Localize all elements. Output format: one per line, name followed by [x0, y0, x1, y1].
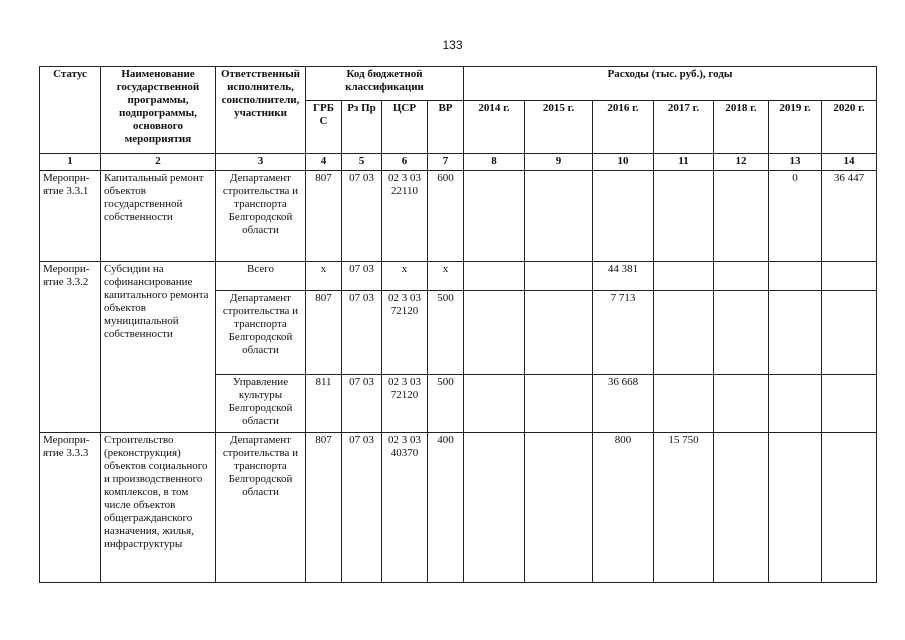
value-cell [464, 262, 525, 291]
header-year: 2016 г. [593, 101, 654, 154]
value-cell: 0 [769, 171, 822, 262]
status-cell: Меропри-ятие 3.3.1 [40, 171, 101, 262]
header-year: 2019 г. [769, 101, 822, 154]
value-cell [525, 171, 593, 262]
value-cell [769, 375, 822, 433]
value-cell [464, 433, 525, 583]
value-cell [822, 375, 877, 433]
header-year: 2017 г. [654, 101, 714, 154]
column-number: 11 [654, 154, 714, 171]
value-cell [714, 262, 769, 291]
table-row [40, 262, 877, 291]
header-name: Наименование государственной программы, подпрограммы, основного мероприятия [101, 67, 216, 154]
name-cell: Субсидии на софинансирование капитального ремонта объектов муниципальной собственности [101, 262, 216, 433]
csr-cell: 02 3 03 40370 [382, 433, 428, 583]
value-cell: 44 381 [593, 262, 654, 291]
grbs-cell: 807 [306, 433, 342, 583]
rzpr-cell: 07 03 [342, 375, 382, 433]
value-cell [525, 375, 593, 433]
executor-cell: Всего [216, 262, 306, 291]
value-cell [654, 171, 714, 262]
value-cell [714, 291, 769, 375]
value-cell [714, 171, 769, 262]
column-number: 7 [428, 154, 464, 171]
value-cell [464, 171, 525, 262]
grbs-cell: х [306, 262, 342, 291]
executor-cell: Департамент строительства и транспорта Белгородской области [216, 433, 306, 583]
grbs-cell: 807 [306, 291, 342, 375]
value-cell [769, 433, 822, 583]
vr-cell: 600 [428, 171, 464, 262]
header-year: 2014 г. [464, 101, 525, 154]
executor-cell: Управление культуры Белгородской области [216, 375, 306, 433]
value-cell [525, 433, 593, 583]
csr-cell: 02 3 03 22110 [382, 171, 428, 262]
value-cell [525, 291, 593, 375]
column-number: 9 [525, 154, 593, 171]
name-cell: Капитальный ремонт объектов государственной собственности [101, 171, 216, 262]
rzpr-cell: 07 03 [342, 262, 382, 291]
value-cell [525, 262, 593, 291]
column-number: 3 [216, 154, 306, 171]
header-vr: ВР [428, 101, 464, 154]
header-executor: Ответственный исполнитель, соисполнители, участники [216, 67, 306, 154]
header-grbs: ГРБ С [306, 101, 342, 154]
header-year: 2015 г. [525, 101, 593, 154]
value-cell [714, 375, 769, 433]
csr-cell: х [382, 262, 428, 291]
header-status: Статус [40, 67, 101, 154]
value-cell [769, 262, 822, 291]
header-csr: ЦСР [382, 101, 428, 154]
column-number: 10 [593, 154, 654, 171]
vr-cell: 500 [428, 291, 464, 375]
column-number: 12 [714, 154, 769, 171]
value-cell [822, 262, 877, 291]
value-cell [654, 262, 714, 291]
value-cell: 15 750 [654, 433, 714, 583]
budget-table [39, 66, 877, 583]
vr-cell: х [428, 262, 464, 291]
column-number: 6 [382, 154, 428, 171]
value-cell [654, 291, 714, 375]
status-cell: Меропри-ятие 3.3.3 [40, 433, 101, 583]
value-cell [464, 375, 525, 433]
value-cell: 7 713 [593, 291, 654, 375]
csr-cell: 02 3 03 72120 [382, 291, 428, 375]
header-rzpr: Рз Пр [342, 101, 382, 154]
name-cell: Строительство (реконструкция) объектов социального и производственного комплексов, в том числе объектов общегражданского назначения, жилья, инфраструктуры [101, 433, 216, 583]
vr-cell: 400 [428, 433, 464, 583]
grbs-cell: 807 [306, 171, 342, 262]
column-number: 5 [342, 154, 382, 171]
executor-cell: Департамент строительства и транспорта Белгородской области [216, 291, 306, 375]
rzpr-cell: 07 03 [342, 433, 382, 583]
value-cell: 800 [593, 433, 654, 583]
column-number: 8 [464, 154, 525, 171]
value-cell [769, 291, 822, 375]
column-number: 1 [40, 154, 101, 171]
header-expenses: Расходы (тыс. руб.), годы [464, 67, 877, 101]
page-number: 133 [442, 38, 463, 52]
table-row [40, 433, 877, 583]
header-year: 2020 г. [822, 101, 877, 154]
value-cell: 36 447 [822, 171, 877, 262]
value-cell [593, 171, 654, 262]
value-cell [654, 375, 714, 433]
value-cell: 36 668 [593, 375, 654, 433]
column-number: 4 [306, 154, 342, 171]
rzpr-cell: 07 03 [342, 291, 382, 375]
column-number: 13 [769, 154, 822, 171]
header-year: 2018 г. [714, 101, 769, 154]
column-number: 2 [101, 154, 216, 171]
vr-cell: 500 [428, 375, 464, 433]
value-cell [822, 291, 877, 375]
value-cell [714, 433, 769, 583]
executor-cell: Департамент строительства и транспорта Белгородской области [216, 171, 306, 262]
csr-cell: 02 3 03 72120 [382, 375, 428, 433]
value-cell [464, 291, 525, 375]
header-budget-code: Код бюджетной классификации [306, 67, 464, 101]
status-cell: Меропри-ятие 3.3.2 [40, 262, 101, 433]
table-row [40, 171, 877, 262]
rzpr-cell: 07 03 [342, 171, 382, 262]
value-cell [822, 433, 877, 583]
column-number: 14 [822, 154, 877, 171]
grbs-cell: 811 [306, 375, 342, 433]
